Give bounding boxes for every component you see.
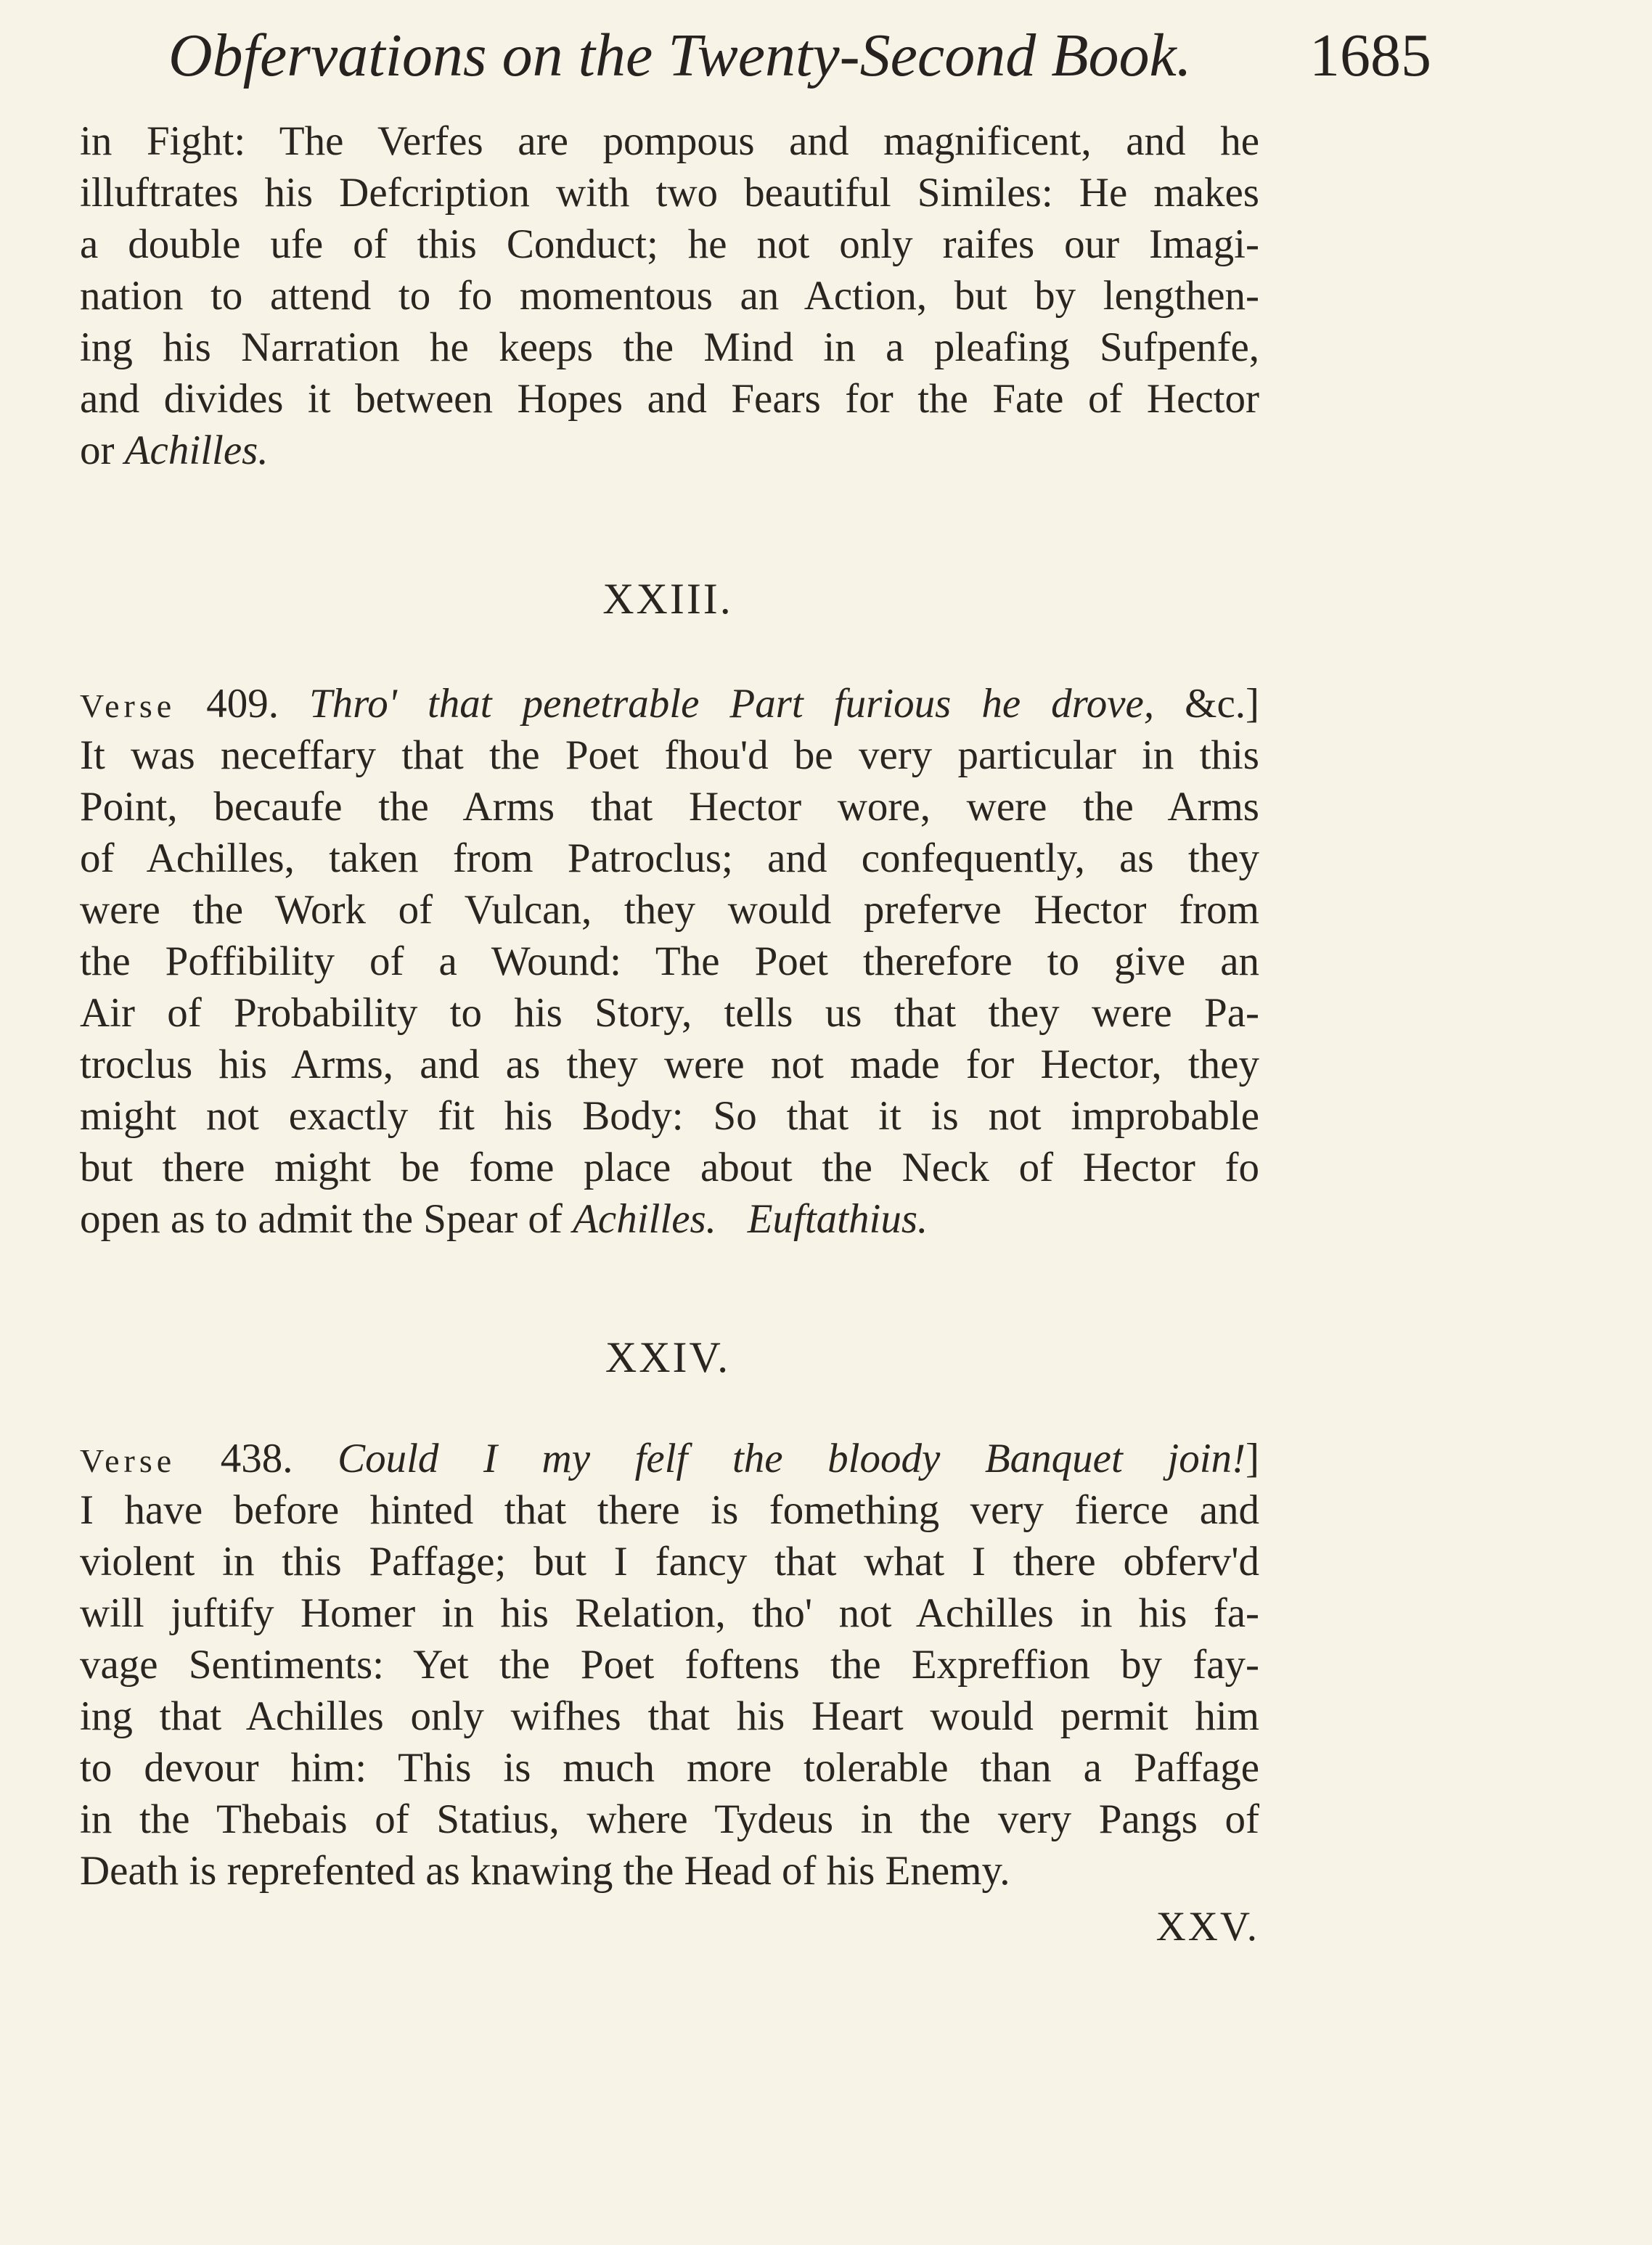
text-line: were the Work of Vulcan, they would preferve Hector from <box>80 887 1259 933</box>
text-line: Death is reprefented as knawing the Head of his Enemy. <box>80 1848 1010 1894</box>
verse-reference-line <box>80 1434 1259 1484</box>
text-fragment: open as to admit the Spear of <box>80 1196 573 1242</box>
text-line: I have before hinted that there is fomething very fierce and <box>80 1487 1259 1533</box>
text-line: will juftify Homer in his Relation, tho' not Achilles in his fa- <box>80 1590 1259 1636</box>
text-fragment: &c.] <box>1154 681 1259 727</box>
text-line: in the Thebais of Statius, where Tydeus in the very Pangs of <box>80 1796 1259 1842</box>
verse-quote: Thro' that penetrable Part furious he drove, <box>308 681 1155 727</box>
text-line <box>80 1194 1259 1245</box>
verse-number: 409. <box>176 681 309 727</box>
text-line: a double ufe of this Conduct; he not only raifes our Imagi- <box>80 221 1259 267</box>
name-achilles: Achilles. <box>573 1196 716 1242</box>
text-line <box>80 425 1259 476</box>
verse-reference-line <box>80 679 1259 729</box>
text-line: ing that Achilles only wifhes that his Heart would permit him <box>80 1693 1259 1739</box>
verse-label: Verse <box>80 1442 176 1479</box>
text-line: of Achilles, taken from Patroclus; and confequently, as they <box>80 835 1259 881</box>
verse-quote: Could I my felf the bloody Banquet join! <box>338 1436 1246 1481</box>
text-fragment: or <box>80 428 125 473</box>
text-line: Air of Probability to his Story, tells us that they were Pa- <box>80 990 1259 1036</box>
text-line: to devour him: This is much more tolerable than a Paffage <box>80 1745 1259 1791</box>
text-fragment: ] <box>1246 1436 1259 1481</box>
text-line: troclus his Arms, and as they were not made for Hector, they <box>80 1042 1259 1087</box>
text-line: nation to attend to fo momentous an Action, but by lengthen- <box>80 273 1259 319</box>
section-heading-xxiv: XXIV. <box>605 1333 731 1381</box>
text-line: and divides it between Hopes and Fears for the Fate of Hector <box>80 376 1259 422</box>
catchword: XXV. <box>1156 1904 1259 1950</box>
text-line: violent in this Paffage; but I fancy that what I there obferv'd <box>80 1539 1259 1584</box>
text-line: but there might be fome place about the Neck of Hector fo <box>80 1145 1259 1190</box>
text-line: illuftrates his Defcription with two beautiful Similes: He makes <box>80 170 1259 216</box>
section-heading-xxiii: XXIII. <box>602 575 733 623</box>
text-line: the Poffibility of a Wound: The Poet therefore to give an <box>80 939 1259 984</box>
text-line: Point, becaufe the Arms that Hector wore, were the Arms <box>80 784 1259 830</box>
text-line: It was neceffary that the Poet fhou'd be very particular in this <box>80 732 1259 778</box>
running-title: Obfervations on the Twenty-Second Book. <box>168 22 1192 89</box>
text-line: might not exactly fit his Body: So that it is not improbable <box>80 1093 1259 1139</box>
name-achilles: Achilles. <box>124 428 269 473</box>
verse-label: Verse <box>80 687 176 724</box>
page-number: 1685 <box>1309 22 1431 89</box>
text-line: vage Sentiments: Yet the Poet foftens the Expreffion by fay- <box>80 1642 1259 1688</box>
text-line: in Fight: The Verfes are pompous and magnificent, and he <box>80 118 1259 164</box>
source-citation: Euftathius. <box>747 1196 928 1242</box>
verse-number: 438. <box>176 1436 338 1481</box>
text-line: ing his Narration he keeps the Mind in a pleafing Sufpenfe, <box>80 324 1259 370</box>
